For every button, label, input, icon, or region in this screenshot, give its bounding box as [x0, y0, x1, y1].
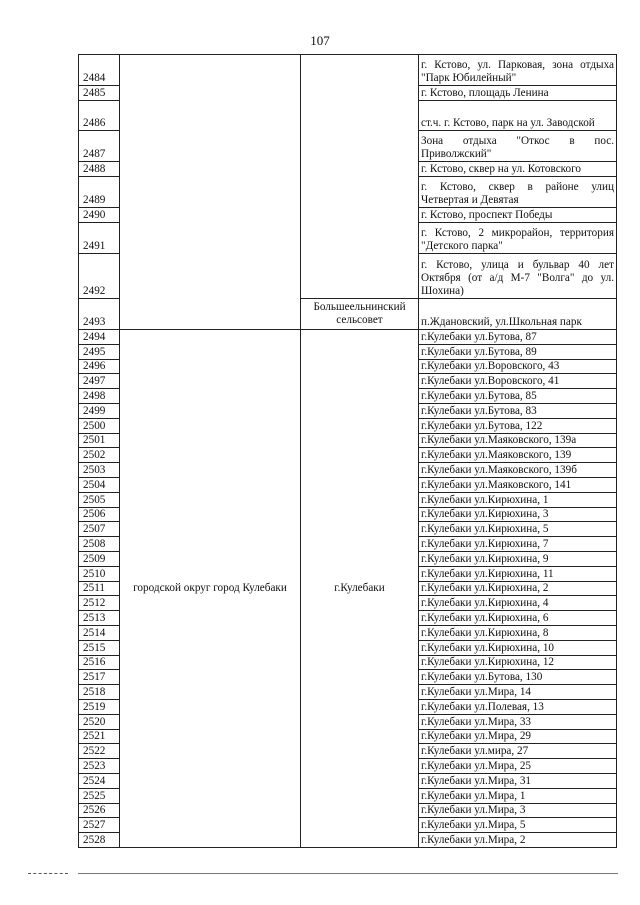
- address-cell: г.Кулебаки ул.Бутова, 89: [419, 344, 617, 359]
- settlement-cell: г.Кулебаки: [301, 330, 419, 848]
- row-number: 2496: [79, 359, 120, 374]
- row-number: 2522: [79, 744, 120, 759]
- address-cell: г.Кулебаки ул.Кирюхина, 10: [419, 640, 617, 655]
- row-number: 2524: [79, 773, 120, 788]
- registry-table-body: [79, 55, 617, 848]
- footer-divider: [78, 873, 618, 874]
- address-cell: г.Кулебаки ул.Мира, 3: [419, 803, 617, 818]
- row-number: 2515: [79, 640, 120, 655]
- table-row: [79, 55, 617, 86]
- row-number: 2507: [79, 522, 120, 537]
- address-cell: г.Кулебаки ул.Мира, 33: [419, 714, 617, 729]
- address-cell: г.Кулебаки ул.Кирюхина, 3: [419, 507, 617, 522]
- address-cell: г.Кулебаки ул.Кирюхина, 6: [419, 611, 617, 626]
- row-number: 2494: [79, 330, 120, 345]
- registry-table: [78, 54, 617, 848]
- address-cell: г.Кулебаки ул.Кирюхина, 8: [419, 625, 617, 640]
- row-number: 2499: [79, 403, 120, 418]
- address-cell: г. Кстово, проспект Победы: [419, 208, 617, 223]
- row-number: 2493: [79, 299, 120, 330]
- address-cell: г.Кулебаки ул.Маяковского, 139а: [419, 433, 617, 448]
- row-number: 2513: [79, 611, 120, 626]
- address-cell: г.Кулебаки ул.Мира, 5: [419, 818, 617, 833]
- address-cell: г. Кстово, площадь Ленина: [419, 86, 617, 101]
- address-cell: г.Кулебаки ул.Кирюхина, 12: [419, 655, 617, 670]
- row-number: 2526: [79, 803, 120, 818]
- address-cell: г.Кулебаки ул.Мира, 31: [419, 773, 617, 788]
- address-cell: г. Кстово, 2 микрорайон, территория "Детского парка": [419, 223, 617, 254]
- row-number: 2520: [79, 714, 120, 729]
- row-number: 2501: [79, 433, 120, 448]
- row-number: 2503: [79, 463, 120, 478]
- address-cell: г.Кулебаки ул.Кирюхина, 9: [419, 551, 617, 566]
- address-cell: г.Кулебаки ул.Мира, 14: [419, 685, 617, 700]
- row-number: 2502: [79, 448, 120, 463]
- row-number: 2488: [79, 162, 120, 177]
- row-number: 2519: [79, 699, 120, 714]
- address-cell: г.Кулебаки ул.мира, 27: [419, 744, 617, 759]
- address-cell: г.Кулебаки ул.Бутова, 122: [419, 418, 617, 433]
- address-cell: г.Кулебаки ул.Бутова, 85: [419, 389, 617, 404]
- settlement-cell-empty: [301, 55, 419, 299]
- row-number: 2490: [79, 208, 120, 223]
- address-cell: ст.ч. г. Кстово, парк на ул. Заводской: [419, 101, 617, 131]
- row-number: 2486: [79, 101, 120, 131]
- address-cell: п.Ждановский, ул.Школьная парк: [419, 299, 617, 330]
- row-number: 2487: [79, 131, 120, 162]
- address-cell: г.Кулебаки ул.Кирюхина, 4: [419, 596, 617, 611]
- row-number: 2509: [79, 551, 120, 566]
- row-number: 2491: [79, 223, 120, 254]
- row-number: 2498: [79, 389, 120, 404]
- address-cell: г.Кулебаки ул.Мира, 1: [419, 788, 617, 803]
- address-cell: г.Кулебаки ул.Воровского, 41: [419, 374, 617, 389]
- row-number: 2521: [79, 729, 120, 744]
- address-cell: г.Кулебаки ул.Бутова, 87: [419, 330, 617, 345]
- row-number: 2525: [79, 788, 120, 803]
- address-cell: г.Кулебаки ул.Кирюхина, 11: [419, 566, 617, 581]
- address-cell: г. Кстово, сквер в районе улиц Четвертая и Девятая: [419, 177, 617, 208]
- row-number: 2506: [79, 507, 120, 522]
- row-number: 2484: [79, 55, 120, 86]
- table-row: [79, 330, 617, 345]
- row-number: 2504: [79, 477, 120, 492]
- address-cell: г.Кулебаки ул.Бутова, 130: [419, 670, 617, 685]
- address-cell: г.Кулебаки ул.Бутова, 83: [419, 403, 617, 418]
- row-number: 2497: [79, 374, 120, 389]
- address-cell: Зона отдыха "Откос в пос. Приволжский": [419, 131, 617, 162]
- row-number: 2516: [79, 655, 120, 670]
- row-number: 2512: [79, 596, 120, 611]
- district-cell-empty: [120, 55, 301, 330]
- row-number: 2514: [79, 625, 120, 640]
- address-cell: г.Кулебаки ул.Кирюхина, 7: [419, 537, 617, 552]
- row-number: 2517: [79, 670, 120, 685]
- address-cell: г. Кстово, сквер на ул. Котовского: [419, 162, 617, 177]
- page-number: 107: [310, 33, 330, 48]
- address-cell: г.Кулебаки ул.Маяковского, 141: [419, 477, 617, 492]
- row-number: 2500: [79, 418, 120, 433]
- row-number: 2527: [79, 818, 120, 833]
- row-number: 2523: [79, 759, 120, 774]
- row-number: 2511: [79, 581, 120, 596]
- district-cell: городской округ город Кулебаки: [120, 330, 301, 848]
- row-number: 2485: [79, 86, 120, 101]
- address-cell: г. Кстово, ул. Парковая, зона отдыха "Парк Юбилейный": [419, 55, 617, 86]
- row-number: 2495: [79, 344, 120, 359]
- row-number: 2489: [79, 177, 120, 208]
- address-cell: г.Кулебаки ул.Мира, 25: [419, 759, 617, 774]
- address-cell: г. Кстово, улица и бульвар 40 лет Октября (от а/д М-7 "Волга" до ул. Шохина): [419, 254, 617, 299]
- address-cell: г.Кулебаки ул.Мира, 2: [419, 833, 617, 848]
- address-cell: г.Кулебаки ул.Мира, 29: [419, 729, 617, 744]
- row-number: 2508: [79, 537, 120, 552]
- address-cell: г.Кулебаки ул.Полевая, 13: [419, 699, 617, 714]
- row-number: 2510: [79, 566, 120, 581]
- row-number: 2518: [79, 685, 120, 700]
- row-number: 2492: [79, 254, 120, 299]
- footer-divider-left: [28, 873, 68, 874]
- address-cell: г.Кулебаки ул.Воровского, 43: [419, 359, 617, 374]
- address-cell: г.Кулебаки ул.Кирюхина, 5: [419, 522, 617, 537]
- row-number: 2528: [79, 833, 120, 848]
- address-cell: г.Кулебаки ул.Маяковского, 139: [419, 448, 617, 463]
- row-number: 2505: [79, 492, 120, 507]
- address-cell: г.Кулебаки ул.Кирюхина, 2: [419, 581, 617, 596]
- address-cell: г.Кулебаки ул.Маяковского, 139б: [419, 463, 617, 478]
- address-cell: г.Кулебаки ул.Кирюхина, 1: [419, 492, 617, 507]
- settlement-cell: Большеельнинский сельсовет: [301, 299, 419, 330]
